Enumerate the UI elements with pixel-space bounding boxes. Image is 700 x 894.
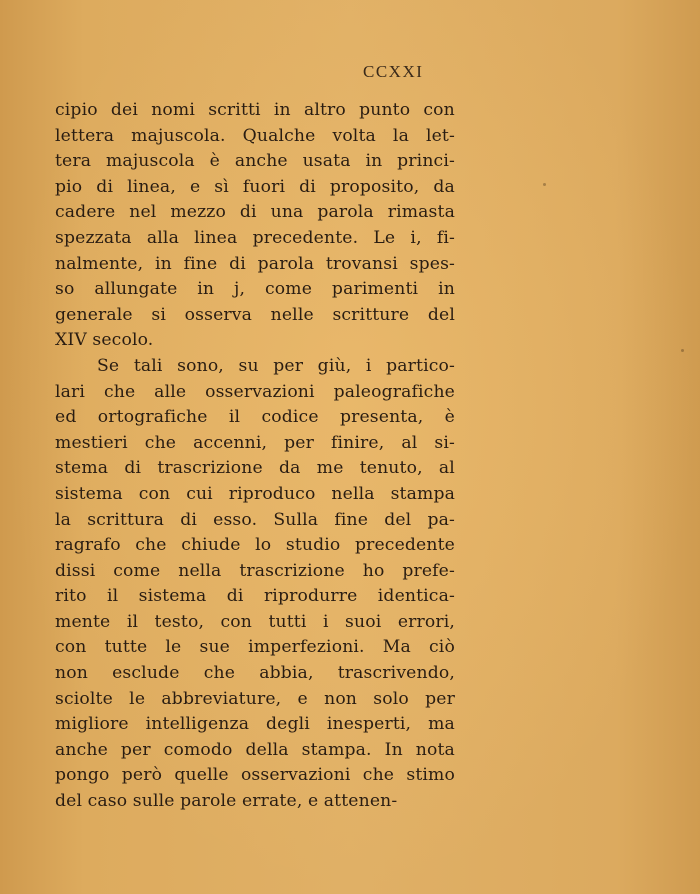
text-line: la scrittura di esso. Sulla fine del pa-: [55, 509, 455, 530]
text-line: del caso sulle parole errate, e attenen-: [55, 791, 398, 812]
text-line: sciolte le abbreviature, e non solo per: [55, 688, 455, 709]
text-line: cipio dei nomi scritti in altro punto con: [55, 100, 455, 120]
text-line: mente il testo, con tutti i suoi errori,: [55, 611, 455, 632]
text-line: pongo però quelle osservazioni che stimo: [55, 765, 455, 786]
text-line: anche per comodo della stampa. In nota: [55, 739, 455, 760]
text-line: spezzata alla linea precedente. Le i, fi-: [55, 227, 455, 248]
text-line: lettera majuscola. Qualche volta la let-: [55, 125, 455, 146]
text-line: mestieri che accenni, per finire, al si-: [55, 432, 455, 453]
body-text: [55, 98, 455, 815]
text-line: dissi come nella trascrizione ho prefe-: [55, 560, 455, 581]
text-line: con tutte le sue imperfezioni. Ma ciò: [55, 637, 455, 658]
text-line: Se tali sono, su per giù, i partico-: [97, 355, 455, 376]
text-line: non esclude che abbia, trascrivendo,: [55, 663, 455, 684]
text-line: nalmente, in fine di parola trovansi spes-: [55, 253, 455, 274]
text-line: rito il sistema di riprodurre identica-: [55, 586, 455, 607]
text-line: pio di linea, e sì fuori di proposito, da: [55, 176, 455, 197]
text-line: sistema con cui riproduco nella stampa: [55, 483, 455, 504]
text-line: ragrafo che chiude lo studio precedente: [55, 535, 455, 556]
text-line: lari che alle osservazioni paleografiche: [55, 381, 455, 402]
paper-speck: [543, 183, 546, 186]
paper-speck: [681, 349, 684, 352]
text-line: stema di trascrizione da me tenuto, al: [55, 458, 455, 479]
page-number: CCXXI: [363, 62, 424, 81]
text-line: migliore intelligenza degli inesperti, ma: [55, 714, 455, 735]
text-line: so allungate in j, come parimenti in: [55, 279, 455, 300]
text-line: tera majuscola è anche usata in princi-: [55, 151, 455, 172]
text-line: XIV secolo.: [55, 330, 154, 351]
text-line: generale si osserva nelle scritture del: [55, 304, 455, 325]
text-line: cadere nel mezzo di una parola rimasta: [55, 202, 455, 223]
text-line: ed ortografiche il codice presenta, è: [55, 407, 455, 428]
